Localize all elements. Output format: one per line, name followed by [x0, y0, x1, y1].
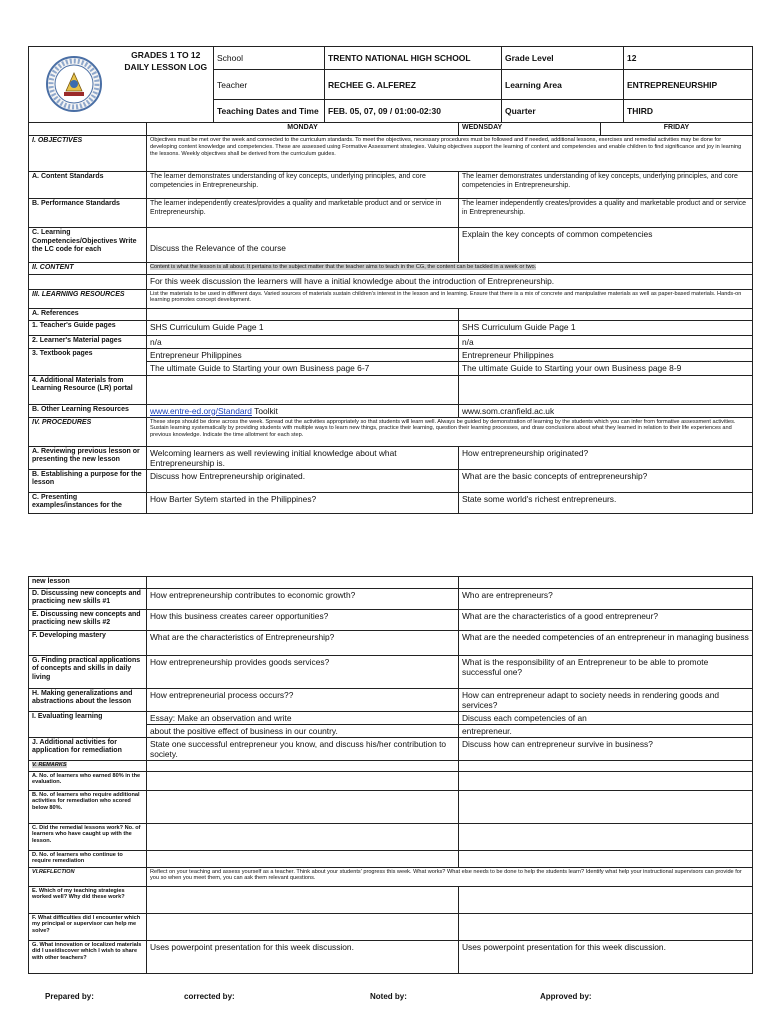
proc-b-wed: What are the basic concepts of entrepreneurship?	[459, 469, 753, 492]
proc-i-mon-1: Essay: Make an observation and write	[147, 711, 459, 724]
proc-a-wed: How entrepreneurship originated?	[459, 446, 753, 469]
proc-b-label: B. Establishing a purpose for the lesson	[29, 469, 147, 492]
remarks-label	[29, 760, 147, 771]
remarks-d-wed	[459, 850, 753, 867]
grade-level-label: Grade Level	[502, 47, 624, 70]
reflection-g-label: G. What innovation or localized materials did I use/discover which I wish to share with other teachers?	[29, 940, 147, 973]
lr-portal-wed	[459, 375, 753, 404]
proc-i-mon-2: about the positive effect of business in our country.	[147, 724, 459, 737]
other-resources-label: B. Other Learning Resources	[29, 404, 147, 417]
remarks-wed	[459, 760, 753, 771]
day-monday: MONDAY	[147, 123, 459, 136]
content-blank	[29, 274, 147, 289]
textbook-wed-2: The ultimate Guide to Starting your own Business page 8-9	[459, 362, 753, 376]
reflection-f-label: F. What difficulties did I encounter which my principal or supervisor can help me solve?	[29, 913, 147, 940]
reflection-g-mon: Uses powerpoint presentation for this week discussion.	[147, 940, 459, 973]
content-label: II. CONTENT	[29, 263, 147, 275]
header-table	[28, 46, 753, 123]
lr-portal-mon	[147, 375, 459, 404]
day-wednesday: WEDNSDAY	[459, 123, 601, 136]
remarks-mon	[147, 760, 459, 771]
competencies-wed: Explain the key concepts of common competencies	[459, 228, 753, 263]
learning-area-label: Learning Area	[502, 70, 624, 100]
corrected-by: corrected by:	[184, 992, 235, 1001]
proc-h-wed: How can entrepreneur adapt to society needs in rendering goods and services?	[459, 688, 753, 711]
proc-c-label-cont: new lesson	[29, 577, 147, 589]
log-title	[119, 47, 214, 123]
noted-by: Noted by:	[370, 992, 407, 1001]
reflection-label: VI.REFLECTION	[29, 867, 147, 886]
proc-c-mon-cont	[147, 577, 459, 589]
remarks-label-text: V. REMARKS	[32, 761, 67, 768]
reflection-f-mon	[147, 913, 459, 940]
references-label: A. References	[29, 308, 147, 320]
content-note	[147, 263, 753, 275]
day-friday: FRIDAY	[601, 123, 753, 136]
prepared-by: Prepared by:	[45, 992, 94, 1001]
learners-material-wed: n/a	[459, 335, 753, 348]
remarks-b-wed	[459, 790, 753, 823]
objectives-text: Objectives must be met over the week and connected to the curriculum standards. To meet the objectives, necessary procedures must be followed and if needed, additional lessons, exercises and remedial activities may be done for developing content knowledge and competencies. These are assessed using Formative Assessment strategies. Valuing objectives support the learning of content and competencies and enable children to find significance and joy in learning the lessons. Weekly objectives shall be derived from the curriculum guides.	[147, 136, 753, 172]
other-resources-mon	[147, 404, 459, 417]
proc-i-wed-1: Discuss each competencies of an	[459, 711, 753, 724]
procedures-label: IV. PROCEDURES	[29, 417, 147, 446]
school-label: School	[214, 47, 325, 70]
dates-label: Teaching Dates and Time	[214, 100, 325, 123]
other-resources-wed: www.som.cranfield.ac.uk	[459, 404, 753, 417]
proc-c-wed-cont	[459, 577, 753, 589]
proc-f-wed: What are the needed competencies of an entrepreneur in managing business	[459, 630, 753, 655]
proc-e-mon: How this business creates career opportunities?	[147, 609, 459, 630]
entre-ed-link[interactable]: www.entre-ed.org/Standard	[150, 405, 252, 416]
blank-corner	[29, 123, 147, 136]
toolkit-text: Toolkit	[251, 405, 278, 416]
approved-by: Approved by:	[540, 992, 592, 1001]
remarks-b-label: B. No. of learners who require additional activities for remediation who scored below 80%.	[29, 790, 147, 823]
proc-j-label: J. Additional activities for application for remediation	[29, 737, 147, 760]
resources-label: III. LEARNING RESOURCES	[29, 289, 147, 308]
log-title-line2: DAILY LESSON LOG	[124, 62, 208, 72]
proc-g-mon: How entrepreneurship provides goods services?	[147, 655, 459, 688]
remarks-c-wed	[459, 823, 753, 850]
proc-g-wed: What is the responsibility of an Entrepreneur to be able to promote successful one?	[459, 655, 753, 688]
proc-g-label: G. Finding practical applications of concepts and skills in daily living	[29, 655, 147, 688]
performance-standards-mon: The learner independently creates/provides a quality and marketable product and or service in Entrepreneurship.	[147, 199, 459, 228]
procedures-text: These steps should be done across the week. Spread out the activities appropriately so that students will learn well. Always be guided by demonstration of learning by the students which you can infer from formative assessment activities. Sustain learning systematically by providing students with multiple ways to learn new things, practice their learning, question their learning processes, and draw conclusions about what they learned in relation to their life experiences and previous knowledge. Indicate the time allotment for each step.	[147, 417, 753, 446]
proc-d-mon: How entrepreneurship contributes to economic growth?	[147, 588, 459, 609]
teachers-guide-label: 1. Teacher's Guide pages	[29, 320, 147, 335]
proc-h-label: H. Making generalizations and abstractions about the lesson	[29, 688, 147, 711]
reflection-e-label: E. Which of my teaching strategies worked well? Why did these work?	[29, 886, 147, 913]
proc-f-label: F. Developing mastery	[29, 630, 147, 655]
textbook-label: 3. Textbook pages	[29, 348, 147, 375]
reflection-e-wed	[459, 886, 753, 913]
reflection-e-mon	[147, 886, 459, 913]
content-text: For this week discussion the learners will have a initial knowledge about the introduction of Entrepreneurship.	[147, 274, 753, 289]
teachers-guide-wed: SHS Curriculum Guide Page 1	[459, 320, 753, 335]
proc-i-label: I. Evaluating learning	[29, 711, 147, 737]
logo-cell	[29, 47, 119, 123]
remarks-d-label: D. No. of learners who continue to require remediation	[29, 850, 147, 867]
textbook-mon-1: Entrepreneur Philippines	[147, 348, 459, 362]
lr-portal-label: 4. Additional Materials from Learning Resource (LR) portal	[29, 375, 147, 404]
school-value: TRENTO NATIONAL HIGH SCHOOL	[325, 47, 502, 70]
competencies-label: C. Learning Competencies/Objectives Write the LC code for each	[29, 228, 147, 263]
content-standards-wed: The learner demonstrates understanding of key concepts, underlying principles, and core competencies in Entrepreneurship.	[459, 172, 753, 199]
competencies-mon: Discuss the Relevance of the course	[147, 228, 459, 263]
learners-material-mon: n/a	[147, 335, 459, 348]
textbook-mon-2: The ultimate Guide to Starting your own Business page 6-7	[147, 362, 459, 376]
grade-level-value: 12	[624, 47, 753, 70]
reflection-g-wed: Uses powerpoint presentation for this week discussion.	[459, 940, 753, 973]
proc-c-mon: How Barter Sytem started in the Philippines?	[147, 492, 459, 513]
lesson-table-page2	[28, 576, 753, 974]
textbook-wed-1: Entrepreneur Philippines	[459, 348, 753, 362]
references-wed	[459, 308, 753, 320]
proc-e-wed: What are the characteristics of a good entrepreneur?	[459, 609, 753, 630]
learners-material-label: 2. Learner's Material pages	[29, 335, 147, 348]
remarks-c-label: C. Did the remedial lessons work? No. of learners who have caught up with the lesson.	[29, 823, 147, 850]
lesson-table-page1	[28, 122, 753, 514]
dates-value: FEB. 05, 07, 09 / 01:00-02:30	[325, 100, 502, 123]
proc-a-mon: Welcoming learners as well reviewing initial knowledge about what Entrepreneurship is.	[147, 446, 459, 469]
content-standards-label: A. Content Standards	[29, 172, 147, 199]
remarks-a-mon	[147, 771, 459, 790]
quarter-label: Quarter	[502, 100, 624, 123]
reflection-f-wed	[459, 913, 753, 940]
teacher-label: Teacher	[214, 70, 325, 100]
remarks-c-mon	[147, 823, 459, 850]
proc-i-wed-2: entrepreneur.	[459, 724, 753, 737]
proc-c-label: C. Presenting examples/instances for the	[29, 492, 147, 513]
proc-d-label: D. Discussing new concepts and practicing new skills #1	[29, 588, 147, 609]
deped-seal-icon	[44, 55, 104, 113]
remarks-b-mon	[147, 790, 459, 823]
content-note-highlight: Content is what the lesson is all about. It pertains to the subject matter that the teacher aims to teach in the CG, the content can be tackled in a week or two.	[150, 264, 537, 270]
proc-e-label: E. Discussing new concepts and practicing new skills #2	[29, 609, 147, 630]
proc-d-wed: Who are entrepreneurs?	[459, 588, 753, 609]
quarter-value: THIRD	[624, 100, 753, 123]
performance-standards-wed: The learner independently creates/provides a quality and marketable product and or service in Entrepreneurship.	[459, 199, 753, 228]
log-title-line1: GRADES 1 TO 12	[131, 50, 201, 60]
remarks-a-wed	[459, 771, 753, 790]
resources-text: List the materials to be used in different days. Varied sources of materials sustain children's interest in the lesson and in learning. Ensure that there is a mix of concrete and manipulative materials as well as paper-based materials. Hands-on learning promotes concept development.	[147, 289, 753, 308]
learning-area-value: ENTREPRENEURSHIP	[624, 70, 753, 100]
proc-a-label: A. Reviewing previous lesson or presenting the new lesson	[29, 446, 147, 469]
remarks-a-label: A. No. of learners who earned 80% in the evaluation.	[29, 771, 147, 790]
proc-f-mon: What are the characteristics of Entrepreneurship?	[147, 630, 459, 655]
performance-standards-label: B. Performance Standards	[29, 199, 147, 228]
proc-c-wed: State some world's richest entrepreneurs.	[459, 492, 753, 513]
proc-j-wed: Discuss how can entrepreneur survive in business?	[459, 737, 753, 760]
teachers-guide-mon: SHS Curriculum Guide Page 1	[147, 320, 459, 335]
teacher-value: RECHEE G. ALFEREZ	[325, 70, 502, 100]
references-mon	[147, 308, 459, 320]
objectives-label: I. OBJECTIVES	[29, 136, 147, 172]
proc-j-mon: State one successful entrepreneur you know, and discuss his/her contribution to society.	[147, 737, 459, 760]
content-standards-mon: The learner demonstrates understanding of key concepts, underlying principles, and core competencies in Entrepreneurship.	[147, 172, 459, 199]
reflection-text: Reflect on your teaching and assess yourself as a teacher. Think about your students' progress this week. What works? What else needs to be done to help the students learn? Identify what help your instructional supervisors can provide for you so when you meet them, you can ask them relevant questions.	[147, 867, 753, 886]
remarks-d-mon	[147, 850, 459, 867]
proc-h-mon: How entrepreneurial process occurs??	[147, 688, 459, 711]
proc-b-mon: Discuss how Entrepreneurship originated.	[147, 469, 459, 492]
